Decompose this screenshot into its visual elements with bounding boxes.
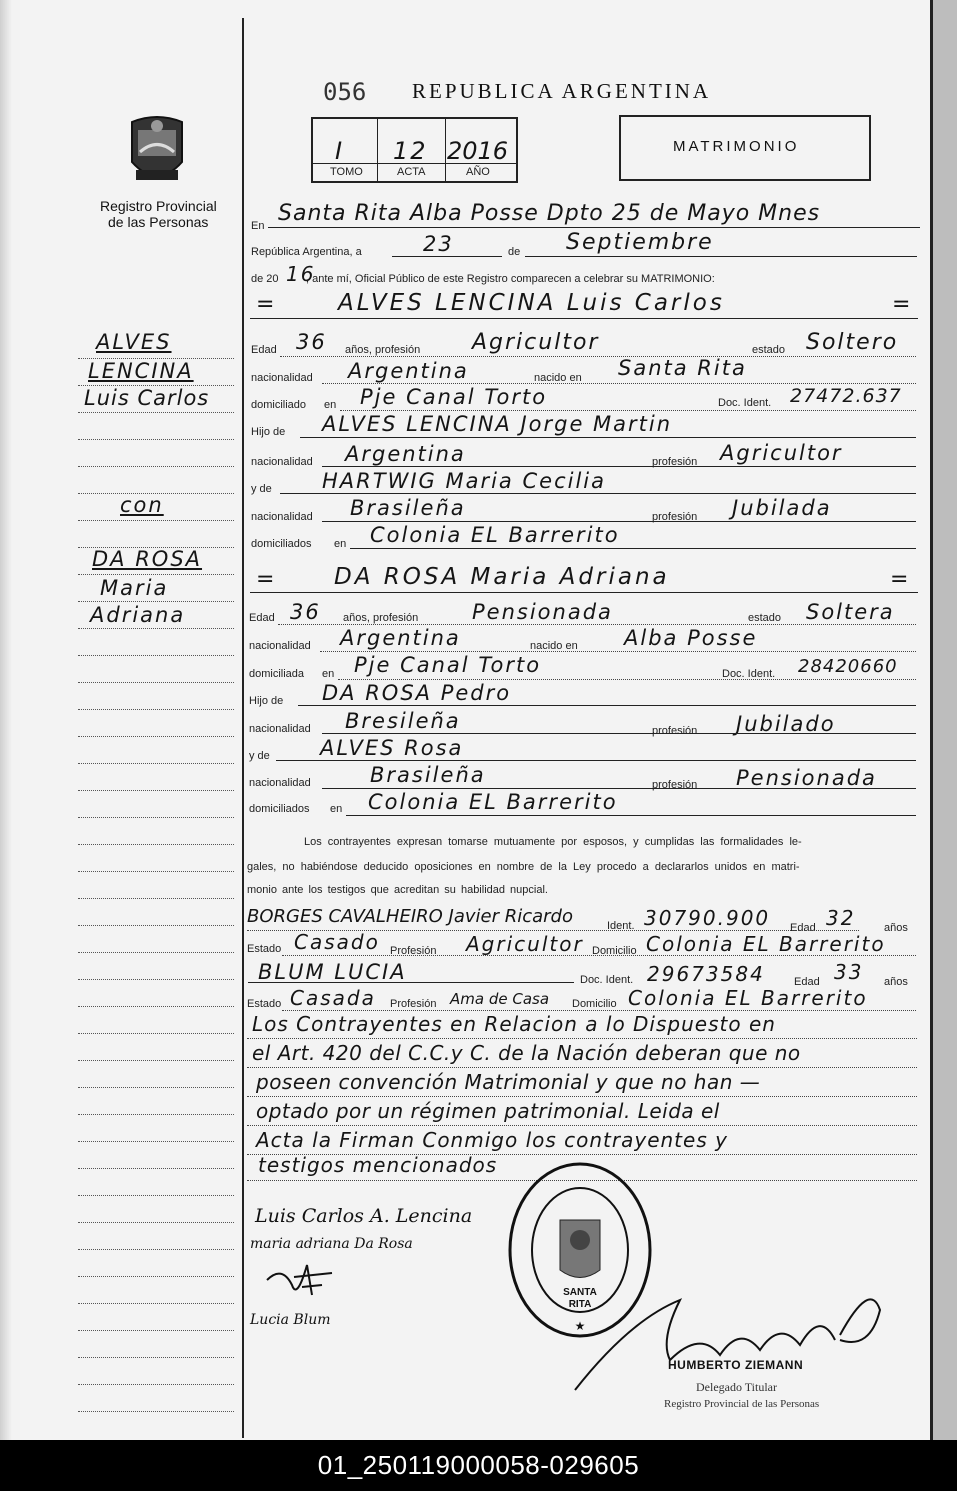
bride-age: 36	[290, 600, 321, 624]
witness1-doc: 30790.900	[644, 906, 771, 930]
note-line4: optado por un régimen patrimonial. Leida el	[256, 1099, 720, 1123]
registry-line2: de las Personas	[108, 214, 209, 230]
legal-line3: monio ante los testigos que acreditan su habilidad nupcial.	[247, 884, 548, 896]
groom-parents-address: Colonia EL Barrerito	[370, 523, 620, 547]
page-shadow	[0, 0, 12, 1440]
witness1-estado: Casado	[294, 930, 380, 954]
bride-address: Pje Canal Torto	[354, 653, 542, 677]
groom-mother-profession: Jubilada	[732, 496, 832, 520]
document-page: 056 REPUBLICA ARGENTINA Registro Provincial de las Personas I 12 2016 TOMO ACTA AÑO MATRIMONIO En Santa Rita Alba Posse Dpto 25 de Mayo Mnes República Argentina, a 23 de Septiembre de 20 16 , ante mí, Oficial Público de este Registro comparecen a celebrar su MATRIMONIO: = ALVES LENCINA Luis Carlos = Edad 36 años, profesión Agricultor estado Soltero nacionalidad Argentina nacido en Santa Rita domiciliado en Pje Canal Torto Doc. Ident. 27472.637 Hijo de ALVES LENCINA Jorge Martin nacionalidad Argentina profesión Agricultor y de HARTWIG Maria Cecilia nacionalidad Brasileña profesión Jubilada domiciliados en Colonia EL Barrerito = DA ROSA Maria Adriana = Edad 36 años, profesión Pensionada estado Soltera nacionalidad Argentina nacido en Alba Posse domiciliada en Pje Canal Torto Doc. Ident. 28420660 Hijo de DA ROSA Pedro nacionalidad Bresileña profesión Jubilado y de ALVES Rosa nacionalidad Brasileña profesión Pensionada domiciliados en Colonia EL Barrerito Los contrayentes expresan tomarse mutuamente por esposos, y cumplidas las formalidades le- gales, no habiéndose deducido oposiciones en nombre de la Ley procedo a declararlos unidos en matri- monio ante los testigos que acreditan su habilidad nupcial. BORGES CAVALHEIRO Javier Ricardo Ident. 30790.900 Edad 32 años Estado Casado Profesión Agricultor Domicilio Colonia EL Barrerito BLUM LUCIA Doc. Ident. 29673584 Edad 33 años Estado Casada Profesión Ama de Casa Domicilio Colonia EL Barrerito Los Contrayentes en Relacion a lo Dispuesto en el Art. 420 del C.C.y C. de la Nación deberan que no poseen convención Matrimonial y que no han — optado por un régimen patrimonial. Leida el Acta la Firman Conmigo los contrayentes y testigos mencionados Luis Carlos A. Lencina maria adriana Da Rosa Lucia Blum SANTA RITA ★ HUMBERTO ZIEMANN Delegado Titular Registro Provincial de las Personas ALVES LENCINA Luis Carlos con DA ROSA Maria Adriana	[0, 0, 957, 1440]
note-line1: Los Contrayentes en Relacion a lo Dispuesto en	[252, 1012, 776, 1036]
bride-name: DA ROSA Maria Adriana	[334, 564, 670, 590]
bride-mother-profession: Pensionada	[736, 766, 877, 790]
witness1-profesion: Agricultor	[466, 932, 584, 956]
month: Septiembre	[566, 230, 714, 255]
doc-type: MATRIMONIO	[673, 138, 800, 155]
acta-value: 12	[393, 137, 428, 165]
groom-nationality: Argentina	[348, 359, 469, 383]
groom-doc: 27472.637	[790, 385, 902, 407]
witness2-age: 33	[834, 960, 864, 984]
bride-parents-address: Colonia EL Barrerito	[368, 790, 618, 814]
de-label: de	[508, 246, 521, 258]
official-name: HUMBERTO ZIEMANN	[668, 1358, 804, 1372]
form-number: 056	[323, 78, 367, 106]
republic-title: REPUBLICA ARGENTINA	[412, 79, 712, 103]
place: Santa Rita Alba Posse Dpto 25 de Mayo Mnes	[278, 201, 821, 226]
bride-doc: 28420660	[798, 656, 898, 677]
acta-box	[311, 117, 518, 183]
bride-father: DA ROSA Pedro	[322, 681, 512, 705]
margin-groom-line3: Luis Carlos	[84, 386, 210, 410]
year-prefix: de 20	[251, 273, 279, 285]
official-office: Registro Provincial de las Personas	[664, 1398, 820, 1410]
svg-text:RITA: RITA	[568, 1299, 592, 1310]
doc-type-box	[619, 115, 871, 181]
witness2-domicilio: Colonia EL Barrerito	[628, 986, 868, 1010]
day: 23	[423, 232, 454, 256]
tomo-value: I	[335, 137, 345, 165]
witness1-age: 32	[826, 906, 856, 930]
margin-bride-line2: Maria	[100, 576, 169, 600]
groom-status: Soltero	[806, 330, 899, 355]
margin-groom-line1: ALVES	[96, 330, 172, 354]
scan-footer-id: 01_250119000058-029605	[0, 1440, 957, 1491]
signature-bride: maria adriana Da Rosa	[250, 1236, 413, 1252]
bride-father-profession: Jubilado	[736, 712, 836, 736]
ano-label: AÑO	[466, 166, 490, 178]
acta-label: ACTA	[397, 166, 426, 178]
bride-nationality: Argentina	[340, 626, 461, 650]
groom-address: Pje Canal Torto	[360, 385, 548, 409]
witness1-name: BORGES CAVALHEIRO Javier Ricardo	[247, 906, 573, 927]
bride-born-in: Alba Posse	[624, 626, 758, 650]
witness1-domicilio: Colonia EL Barrerito	[646, 932, 886, 956]
official-signature	[570, 1280, 890, 1395]
signature-groom: Luis Carlos A. Lencina	[255, 1205, 473, 1227]
intro-statement: , ante mí, Oficial Público de este Registro comparecen a celebrar su MATRIMONIO:	[306, 273, 715, 285]
groom-mother: HARTWIG Maria Cecilia	[322, 469, 606, 493]
svg-text:★: ★	[574, 1319, 586, 1333]
margin-con: con	[120, 493, 164, 517]
bride-profession: Pensionada	[472, 600, 613, 624]
witness2-doc: 29673584	[647, 962, 765, 986]
margin-groom-line2: LENCINA	[88, 359, 194, 383]
legal-line1: Los contrayentes expresan tomarse mutuamente por esposos, y cumplidas las formalidades le-	[304, 836, 802, 848]
bride-father-nationality: Bresileña	[345, 709, 461, 733]
margin-divider	[242, 18, 244, 1438]
groom-father-profession: Agricultor	[720, 441, 843, 465]
margin-bride-line1: DA ROSA	[92, 547, 203, 571]
en-label: En	[251, 220, 265, 232]
groom-name: ALVES LENCINA Luis Carlos	[338, 290, 725, 316]
note-line5: Acta la Firman Conmigo los contrayentes y	[256, 1128, 728, 1152]
note-line6: testigos mencionados	[258, 1153, 498, 1177]
registry-line1: Registro Provincial	[100, 198, 217, 214]
right-edge	[933, 0, 957, 1440]
groom-age: 36	[296, 330, 327, 354]
ano-value: 2016	[447, 137, 509, 165]
groom-profession: Agricultor	[472, 330, 600, 355]
note-line3: poseen convención Matrimonial y que no han —	[256, 1070, 761, 1094]
svg-text:SANTA: SANTA	[563, 1287, 597, 1298]
bride-mother: ALVES Rosa	[320, 736, 464, 760]
provincial-shield-emblem	[122, 112, 192, 190]
groom-father: ALVES LENCINA Jorge Martin	[322, 412, 673, 436]
signature-witness2: Lucia Blum	[250, 1312, 331, 1328]
republica-label: República Argentina, a	[251, 246, 362, 258]
bride-mother-nationality: Brasileña	[370, 763, 486, 787]
bride-status: Soltera	[806, 600, 895, 624]
tomo-label: TOMO	[330, 166, 363, 178]
witness2-name: BLUM LUCIA	[258, 960, 407, 984]
groom-father-nationality: Argentina	[345, 442, 466, 466]
groom-born-in: Santa Rita	[618, 356, 747, 380]
year-suffix: 16	[286, 262, 316, 286]
legal-line2: gales, no habiéndose deducido oposiciones en nombre de la Ley procedo a declararlos unidos en matri-	[247, 861, 800, 873]
witness2-estado: Casada	[290, 986, 376, 1010]
groom-mother-nationality: Brasileña	[350, 496, 466, 520]
note-line2: el Art. 420 del C.C.y C. de la Nación deberan que no	[252, 1041, 801, 1065]
official-title: Delegado Titular	[696, 1380, 777, 1394]
witness2-profesion: Ama de Casa	[450, 990, 550, 1008]
signature-witness1	[262, 1255, 342, 1305]
margin-bride-line3: Adriana	[90, 603, 186, 627]
